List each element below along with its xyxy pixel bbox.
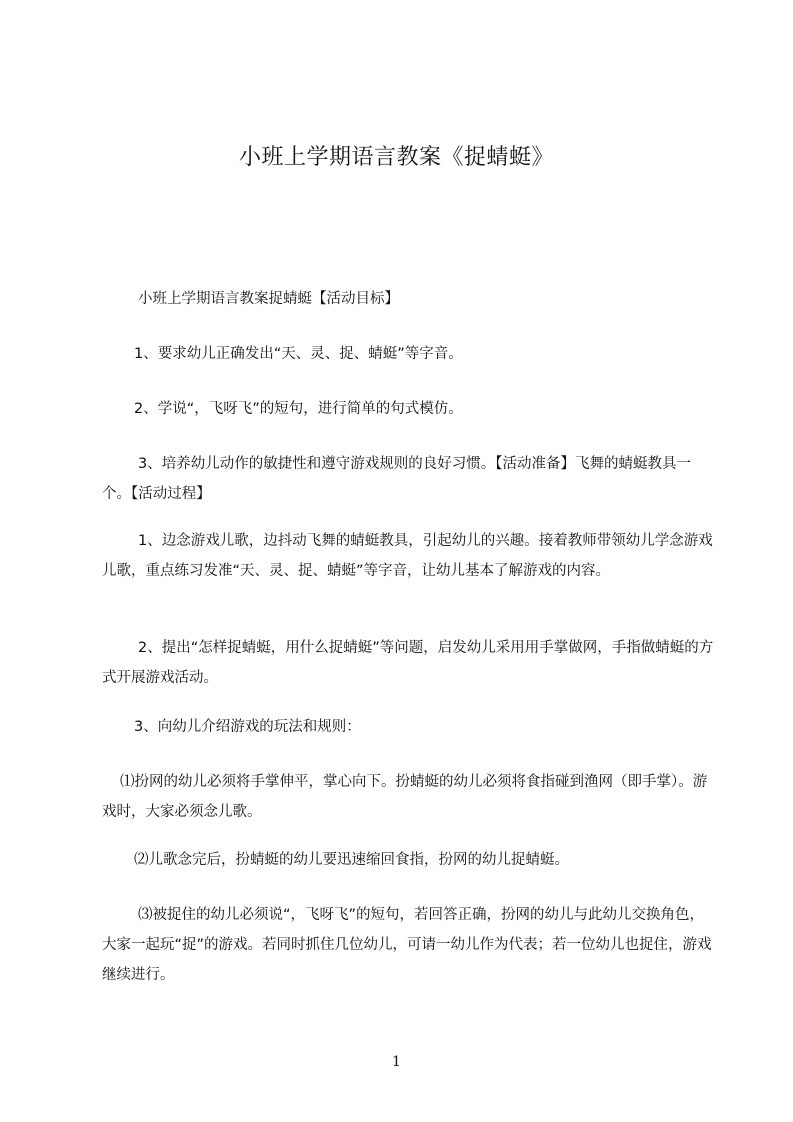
paragraph-goal-1: 1、要求幼儿正确发出“天、灵、捉、蜻蜓”等字音。 [134,346,463,362]
paragraph-process-3: 3、向幼儿介绍游戏的玩法和规则： [134,719,361,735]
paragraph-rule-3: ⑶被捉住的幼儿必须说“，飞呀飞”的短句，若回答正确，扮网的幼儿与此幼儿交换角色，大家一起玩“捉”的游戏。若同时抓住几位幼儿，可请一幼儿作为代表；若一位幼儿也捉住，游戏继续进行。 [102,907,712,983]
paragraph-process-1: 1、边念游戏儿歌，边抖动飞舞的蜻蜓教具，引起幼儿的兴趣。接着教师带领幼儿学念游戏儿歌，重点练习发准“天、灵、捉、蜻蜓”等字音，让幼儿基本了解游戏的内容。 [102,533,713,579]
document-title: 小班上学期语言教案《捉蜻蜓》 [238,145,554,170]
paragraph-activity-goals: 小班上学期语言教案捉蜻蜓【活动目标】 [138,291,399,307]
paragraph-goal-2: 2、学说“，飞呀飞”的短句，进行简单的句式模仿。 [134,401,463,417]
page-number: 1 [392,1054,401,1070]
paragraph-process-2: 2、提出“怎样捉蜻蜓，用什么捉蜻蜓”等问题，启发幼儿采用用手掌做网，手指做蜻蜓的方式开展游戏活动。 [102,640,714,686]
paragraph-rule-2: ⑵儿歌念完后，扮蜻蜓的幼儿要迅速缩回食指，扮网的幼儿捉蜻蜓。 [134,852,569,868]
paragraph-goal-3: 3、培养幼儿动作的敏捷性和遵守游戏规则的良好习惯。【活动准备】飞舞的蜻蜓教具一个。【活动过程】 [102,456,691,502]
paragraph-rule-1: ⑴扮网的幼儿必须将手掌伸平，掌心向下。扮蜻蜓的幼儿必须将食指碰到渔网（即手掌）。游戏时，大家必须念儿歌。 [102,774,708,820]
